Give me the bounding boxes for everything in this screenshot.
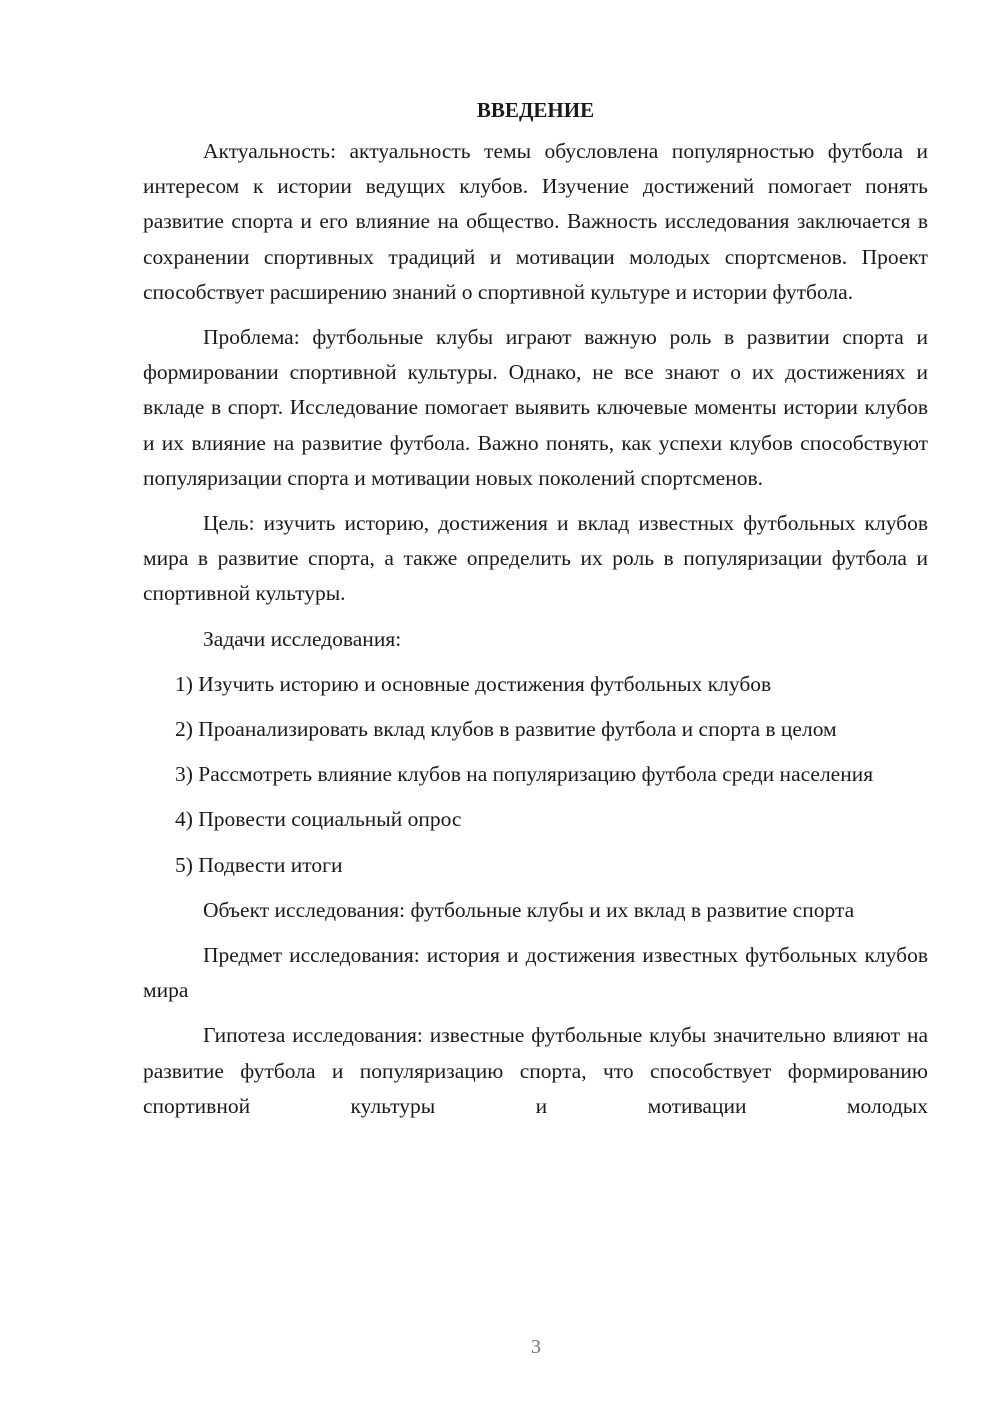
- relevance-paragraph: Актуальность: актуальность темы обусловлена популярностью футбола и интересом к истории ведущих клубов. Изучение достижений помогает понять развитие спорта и его влияние на общество. Важность исследования заключается в сохранении спортивных традиций и мотивации молодых спортсменов. Проект способствует расширению знаний о спортивной культуре и истории футбола.: [143, 139, 928, 304]
- page-content: [143, 96, 928, 1134]
- hypothesis-paragraph: Гипотеза исследования: известные футбольные клубы значительно влияют на развитие футбола и популяризацию спорта, что способствует формированию спортивной культуры и мотивации молодых: [143, 1023, 928, 1118]
- task-item-3: 3) Рассмотреть влияние клубов на популяризацию футбола среди населения: [175, 762, 874, 787]
- task-item-4: 4) Провести социальный опрос: [175, 807, 462, 832]
- task-item-1: 1) Изучить историю и основные достижения футбольных клубов: [175, 671, 772, 696]
- task-item-2: 2) Проанализировать вклад клубов в развитие футбола и спорта в целом: [175, 717, 837, 742]
- problem-paragraph: Проблема: футбольные клубы играют важную роль в развитии спорта и формировании спортивной культуры. Однако, не все знают о их достижениях и вкладе в спорт. Исследование помогает выявить ключевые моменты истории клубов и их влияние на развитие футбола. Важно понять, как успехи клубов способствуют популяризации спорта и мотивации новых поколений спортсменов.: [143, 325, 928, 490]
- page-number: 3: [531, 1336, 541, 1358]
- subject-paragraph: Предмет исследования: история и достижения известных футбольных клубов мира: [143, 943, 928, 1003]
- goal-paragraph: Цель: изучить историю, достижения и вклад известных футбольных клубов мира в развитие спорта, а также определить их роль в популяризации футбола и спортивной культуры.: [143, 511, 928, 606]
- tasks-heading: Задачи исследования:: [203, 626, 402, 651]
- object-paragraph: Объект исследования: футбольные клубы и их вклад в развитие спорта: [203, 897, 855, 922]
- task-item-5: 5) Подвести итоги: [175, 852, 343, 877]
- section-heading: ВВЕДЕНИЕ: [476, 98, 595, 122]
